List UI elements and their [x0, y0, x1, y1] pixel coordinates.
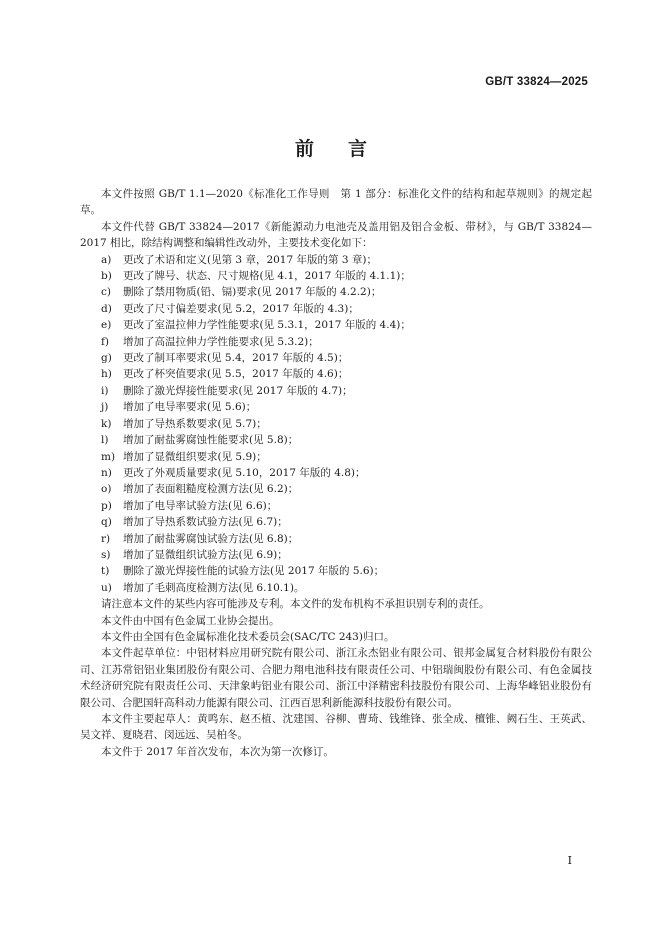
- page-number: I: [567, 854, 572, 867]
- paragraph-proposed-by: 本文件由中国有色金属工业协会提出。: [101, 614, 280, 627]
- list-item: [80, 432, 592, 448]
- list-item: [80, 252, 592, 268]
- list-item-text: 更改了杯突值要求(见 5.5，2017 年版的 4.6)；: [123, 368, 349, 381]
- list-item-text: 删除了激光焊接性能的试验方法(见 2017 年版的 5.6)；: [123, 565, 385, 578]
- list-item-text: 更改了牌号、状态、尺寸规格(见 4.1，2017 年版的 4.1.1)；: [123, 270, 411, 283]
- list-item-label: h): [101, 368, 112, 381]
- list-item: [80, 350, 592, 366]
- list-item-text: 增加了耐盐雾腐蚀试验方法(见 6.8)；: [123, 532, 299, 545]
- list-item-label: l): [101, 434, 109, 447]
- list-item-text: 增加了显微组织试验方法(见 6.9)；: [123, 548, 288, 561]
- list-item-label: e): [101, 319, 112, 332]
- list-item: [80, 399, 592, 415]
- list-item: [80, 449, 592, 465]
- list-item-label: p): [101, 499, 112, 512]
- list-item-text: 更改了尺寸偏差要求(见 5.2，2017 年版的 4.3)；: [123, 302, 359, 315]
- list-item: [80, 465, 592, 481]
- list-item: [80, 481, 592, 497]
- list-item: [80, 383, 592, 399]
- list-item-text: 增加了耐盐雾腐蚀性能要求(见 5.8)；: [123, 434, 299, 447]
- list-item-text: 更改了室温拉伸力学性能要求(见 5.3.1，2017 年版的 4.4)；: [123, 319, 411, 332]
- list-item-label: q): [101, 516, 112, 529]
- paragraph-under-jurisdiction: 本文件由全国有色金属标准化技术委员会(SAC/TC 243)归口。: [101, 630, 395, 643]
- paragraph-drafting-units: 本文件起草单位：中铝材料应用研究院有限公司、浙江永杰铝业有限公司、银邦金属复合材料股份有限公司、江苏常铝铝业集团股份有限公司、合肥力翔电池科技有限责任公司、中铝瑞闽股份有限公司、有色金属技术经济研究院有限责任公司、天津象屿铝业有限公司、浙江中泽精密科技股份有限公司、上海华峰铝业股份有限公司、合肥国轩高科动力能源有限公司、江西百思利新能源科技股份有限公司。: [80, 647, 592, 709]
- list-item-text: 删除了激光焊接性能要求(见 2017 年版的 4.7)；: [123, 384, 353, 397]
- list-item-label: m): [101, 450, 116, 463]
- list-item-label: k): [101, 417, 112, 430]
- list-item-text: 增加了电导率要求(见 5.6)；: [123, 401, 257, 414]
- paragraph-drafters: 本文件主要起草人：黄鸣东、赵丕植、沈建国、谷柳、曹琦、钱维锋、张全成、檀锥、阙石生、王英武、吴文祥、夏晓君、闵远远、吴柏冬。: [80, 713, 592, 742]
- list-item-label: n): [101, 466, 112, 479]
- list-item: [80, 514, 592, 530]
- list-item-text: 增加了高温拉伸力学性能要求(见 5.3.2)；: [123, 335, 319, 348]
- list-item-label: g): [101, 352, 112, 365]
- paragraph-drafting-rules: 本文件按照 GB/T 1.1—2020《标准化工作导则 第 1 部分：标准化文件的结构和起草规则》的规定起草。: [80, 188, 592, 217]
- list-item-label: a): [101, 253, 112, 266]
- list-item-text: 增加了导热系数要求(见 5.7)；: [123, 417, 267, 430]
- list-item-text: 更改了术语和定义(见第 3 章，2017 年版的第 3 章)；: [123, 253, 377, 266]
- list-item: [80, 301, 592, 317]
- list-item: [80, 317, 592, 333]
- list-item-label: c): [101, 286, 111, 299]
- list-item-text: 增加了电导率试验方法(见 6.6)；: [123, 499, 278, 512]
- technical-changes-list: [80, 252, 592, 597]
- list-item-label: u): [101, 581, 112, 594]
- list-item: [80, 334, 592, 350]
- list-item: [80, 563, 592, 579]
- list-item: [80, 498, 592, 514]
- list-item-text: 增加了导热系数试验方法(见 6.7)；: [123, 516, 288, 529]
- list-item-text: 删除了禁用物质(铅、镉)要求(见 2017 年版的 4.2.2)；: [123, 286, 382, 299]
- list-item-label: j): [101, 401, 109, 414]
- foreword-body: [80, 186, 592, 760]
- list-item: [80, 284, 592, 300]
- paragraph-patent-notice: 请注意本文件的某些内容可能涉及专利。本文件的发布机构不承担识别专利的责任。: [101, 598, 490, 611]
- list-item-label: o): [101, 483, 112, 496]
- list-item-text: 更改了外观质量要求(见 5.10，2017 年版的 4.8)；: [123, 466, 366, 479]
- list-item: [80, 531, 592, 547]
- list-item: [80, 547, 592, 563]
- list-item-label: b): [101, 270, 112, 283]
- page-title: 前言: [294, 138, 401, 160]
- paragraph-publication-history: 本文件于 2017 年首次发布，本次为第一次修订。: [101, 745, 334, 758]
- list-item: [80, 366, 592, 382]
- list-item-text: 增加了毛刺高度检测方法(见 6.10.1)。: [123, 581, 305, 594]
- paragraph-replacement: 本文件代替 GB/T 33824—2017《新能源动力电池壳及盖用铝及铝合金板、带材》，与 GB/T 33824—2017 相比，除结构调整和编辑性改动外，主要技术变化如下：: [80, 220, 592, 250]
- list-item-text: 增加了显微组织要求(见 5.9)；: [123, 450, 267, 463]
- list-item: [80, 416, 592, 432]
- list-item-label: i): [101, 384, 109, 397]
- list-item-text: 更改了制耳率要求(见 5.4，2017 年版的 4.5)；: [123, 352, 349, 365]
- list-item-label: r): [101, 532, 111, 545]
- standard-number: GB/T 33824—2025: [485, 76, 588, 88]
- list-item-label: t): [101, 565, 110, 578]
- list-item-text: 增加了表面粗糙度检测方法(见 6.2)；: [123, 483, 299, 496]
- list-item-label: f): [101, 335, 109, 348]
- list-item: [80, 268, 592, 284]
- list-item: [80, 580, 592, 596]
- list-item-label: s): [101, 548, 111, 561]
- list-item-label: d): [101, 302, 112, 315]
